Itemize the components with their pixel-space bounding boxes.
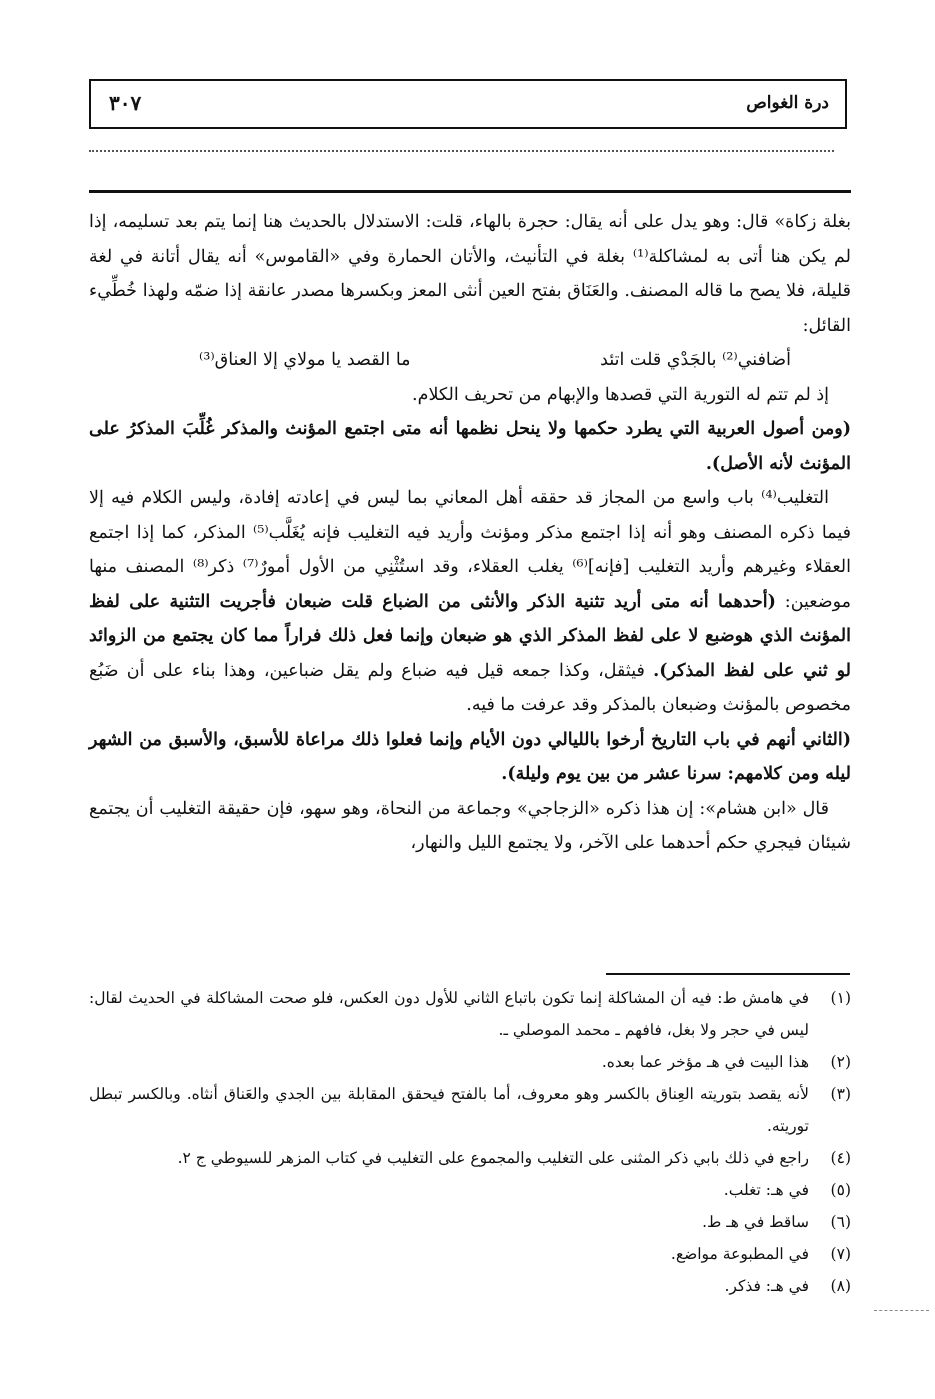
footnote-number: (٢) [830, 1053, 851, 1071]
footnote-text: لأنه يقصد بتوريته العِناق بالكسر وهو معروف، أما بالفتح فيحقق المقابلة بين الجدي والعَناق أنثاه. وبالكسر تبطل توريته. [89, 1085, 809, 1135]
footnote [89, 1046, 851, 1078]
paragraph-3-text-b: فيثقل، وكذا جمعه قيل فيه ضباع ولم يقل ضباعين، وهذا بناء على أن ضَبُع مخصوص بالمؤنث وضبعان بالمذكر وقد عرفت ما فيه. [89, 660, 851, 715]
main-text [89, 205, 851, 861]
quoted-rule-3: (الثاني أنهم في باب التاريخ أرخوا بالليالي دون الأيام وإنما فعلوا ذلك مراعاة للأسبق، والأسبق من الشهر ليله ومن كلامهم: سرنا عشر من بين يوم وليلة). [89, 729, 851, 784]
footnote-number: (٥) [830, 1181, 851, 1199]
footnote-number: (٤) [830, 1149, 851, 1167]
paragraph-3 [89, 481, 851, 723]
paragraph-2: إذ لم تتم له التورية التي قصدها والإبهام من تحريف الكلام. [412, 384, 829, 405]
footnote [89, 1270, 851, 1302]
footnotes [89, 982, 851, 1302]
footnote-text: ساقط في هـ ط. [702, 1213, 809, 1231]
paragraph-4: قال «ابن هشام»: إن هذا ذكره «الزجاجي» وجماعة من النحاة، وهو سهو، فإن حقيقة التغليب أن يجتمع شيئان فيجري حكم أحدهما على الآخر، ولا يجتمع الليل والنهار، [89, 798, 851, 853]
footnote-number: (٨) [830, 1277, 851, 1295]
page-number: ٣٠٧ [109, 91, 142, 115]
footnote-text: في هـ: فذكر. [724, 1277, 809, 1295]
footnote-text: هذا البيت في هـ مؤخر عما بعده. [601, 1053, 809, 1071]
margin-mark [874, 1310, 929, 1311]
footnote-number: (١) [830, 989, 851, 1007]
footnote-text: في هـ: تغلب. [723, 1181, 809, 1199]
footnote [89, 1206, 851, 1238]
footnote [89, 1078, 851, 1142]
header-rule [89, 190, 851, 193]
book-title: درة الغواص [746, 93, 829, 113]
footnote-number: (٧) [830, 1245, 851, 1263]
footnote-number: (٦) [830, 1213, 851, 1231]
footnote-number: (٣) [830, 1085, 851, 1103]
footnote [89, 1142, 851, 1174]
dotted-separator [89, 150, 834, 152]
paragraph-3-text-a: التغليب⁽⁴⁾ باب واسع من المجاز قد حققه أهل المعاني بما ليس في إعادته إفادة، وليس الكلام فيه إلا فيما ذكره المصنف وهو أنه إذا اجتمع مذكر ومؤنث وأريد فيه التغليب فإنه يُغَلَّب⁽⁵⁾ المذكر، كما إذا اجتمع العقلاء وغيرهم وأريد التغليب [فإنه]⁽⁶⁾ يغلب العقلاء، وقد استُثْنِي من الأول أمورٌ⁽⁷⁾ ذكر⁽⁸⁾ المصنف منها موضعين: [89, 488, 852, 612]
footnote-text: راجع في ذلك بابي ذكر المثنى على التغليب والمجموع على التغليب في كتاب المزهر للسيوطي ج ٢. [177, 1149, 809, 1167]
footnote-rule [606, 973, 850, 975]
verse [89, 343, 851, 378]
footnote-text: في المطبوعة مواضع. [670, 1245, 809, 1263]
footnote [89, 1238, 851, 1270]
page-header [89, 79, 847, 129]
verse-first-hemistich: أضافني⁽²⁾ بالجَدْي قلت اتئد [600, 350, 791, 370]
footnote [89, 1174, 851, 1206]
paragraph-1: بغلة زكاة» قال: وهو يدل على أنه يقال: حجرة بالهاء، قلت: الاستدلال بالحديث هنا إنما يتم بعد تسليمه، إذا لم يكن هنا أتى به لمشاكلة⁽¹⁾ بغلة في التأنيث، والأتان الحمارة وفي «القاموس» أنه يقال أتانة في لغة قليلة، فلا يصح ما قاله المصنف. والعَنَاق بفتح العين أنثى المعز وبكسرها مصدر عانقة إذا ضمّه ولهذا خُطِّيء القائل: [89, 212, 851, 336]
footnote-text: في هامش ط: فيه أن المشاكلة إنما تكون باتباع الثاني للأول دون العكس، فلو صحت المشاكلة في الحديث لقال: ليس في حجر ولا بغل، فافهم ـ محمد الموصلي ـ. [89, 989, 809, 1039]
verse-second-hemistich: ما القصد يا مولاي إلا العناق⁽³⁾ [199, 350, 411, 370]
quoted-rule-2: (أحدهما أنه متى أريد تثنية الذكر والأنثى من الضباع قلت ضبعان فأجريت التثنية على لفظ المؤنث الذي هوضبع لا على لفظ المذكر الذي هو ضبعان وإنما فعل ذلك فراراً مما كان يجتمع من الزوائد لو ثني على لفظ المذكر). [89, 591, 851, 681]
quoted-rule-1: (ومن أصول العربية التي يطرد حكمها ولا ينحل نظمها أنه متى اجتمع المؤنث والمذكر غُلِّبَ المذكرُ على المؤنث لأنه الأصل). [89, 419, 851, 474]
footnote [89, 982, 851, 1046]
